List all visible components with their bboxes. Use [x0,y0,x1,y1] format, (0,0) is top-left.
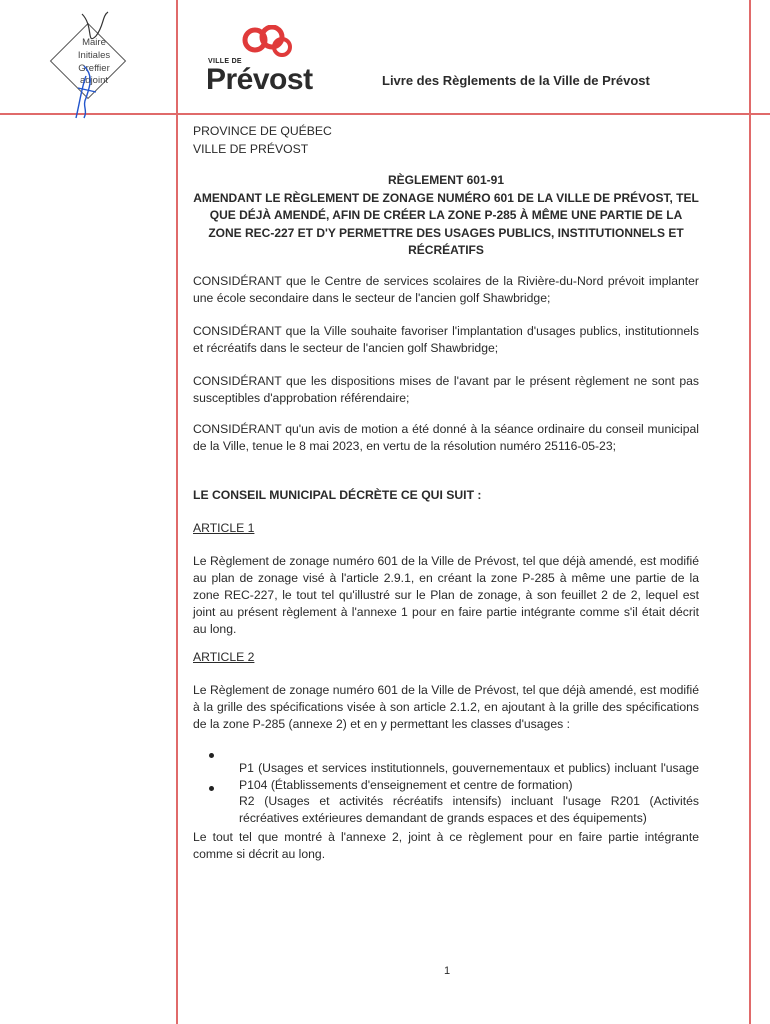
considerant-2 [193,323,699,357]
considerant-3 [193,373,699,407]
article-1-heading: ARTICLE 1 [193,521,255,535]
reglement-number: RÈGLEMENT 601-91 [387,173,505,187]
reglement-title-line: ZONE REC-227 ET D'Y PERMETTRE DES USAGES PUBLICS, INSTITUTIONNELS ET [208,225,684,240]
ville-de-prevost-logo [200,25,340,95]
considerant-text: CONSIDÉRANT que les dispositions mises de l'avant par le présent règlement ne sont pas susceptibles d'approbation référendaire; [193,374,699,405]
article-1-text: Le Règlement de zonage numéro 601 de la Ville de Prévost, tel que déjà amendé, est modifié au plan de zonage visé à l'article 2.9.1, en créant la zone P-285 à même une partie de la zone REC-227, le tout tel qu'illustré sur le Plan de zonage, à son feuillet 2 de 2, lequel est joint au présent règlement à l'annexe 1 pour en faire partie intégrante comme s'il était décrit au long. [193,554,699,636]
handwritten-initials [24,6,154,121]
considerant-text: CONSIDÉRANT qu'un avis de motion a été donné à la séance ordinaire du conseil municipal de la Ville, tenue le 8 mai 2023, en vertu de la résolution numéro 25116-05-23; [193,422,699,453]
considerant-1 [193,273,699,307]
reglement-title-block [193,172,699,260]
article-1-body [193,553,699,638]
stamp-label-adjoint: adjoint [80,75,108,86]
article-2-closing [193,829,699,863]
stamp-label-greffier: Greffier [78,63,110,74]
ville-line: VILLE DE PRÉVOST [193,142,309,156]
decree-heading: LE CONSEIL MUNICIPAL DÉCRÈTE CE QUI SUIT : [193,488,482,502]
left-margin-rule [176,0,178,1024]
province-line: PROVINCE DE QUÉBEC [193,124,332,138]
article-2-heading: ARTICLE 2 [193,650,255,664]
logo-main-text: Prévost [206,63,313,96]
article-2-closing-text: Le tout tel que montré à l'annexe 2, joint à ce règlement pour en faire partie intégrante comme si décrit au long. [193,830,699,861]
page-number: 1 [444,965,451,977]
considerant-text: CONSIDÉRANT que le Centre de services scolaires de la Rivière-du-Nord prévoit implanter une école secondaire dans le secteur de l'ancien golf Shawbridge; [193,274,699,305]
initials-stamp [24,6,154,116]
header-title: Livre des Règlements de la Ville de Prévost [382,73,650,88]
logo-small-text: VILLE DE [208,58,242,65]
bullet-text: P1 (Usages et services institutionnels, gouvernementaux et publics) incluant l'usage P104 (Établissements d'enseignement et centre de formation) [239,761,699,793]
bullet-dot-icon [209,786,214,791]
article-2-text: Le Règlement de zonage numéro 601 de la Ville de Prévost, tel que déjà amendé, est modifié à la grille des spécifications visée à son article 2.1.2, en ajoutant à la grille des spécifications de la zone P-285 (annexe 2) et en y permettant les classes d'usages : [193,683,699,731]
stamp-label-initiales: Initiales [77,50,111,61]
reglement-title-line: RÉCRÉATIFS [408,243,484,257]
reglement-title-line: AMENDANT LE RÈGLEMENT DE ZONAGE NUMÉRO 601 DE LA VILLE DE PRÉVOST, TEL [193,190,699,205]
stamp-label-maire: Maire [82,37,106,48]
considerant-text: CONSIDÉRANT que la Ville souhaite favoriser l'implantation d'usages publics, institutionnels et récréatifs dans le secteur de l'ancien golf Shawbridge; [193,324,699,355]
bullet-text: R2 (Usages et activités récréatifs intensifs) incluant l'usage R201 (Activités récréatives extérieures demandant de grands espaces et des équipements) [239,794,699,826]
considerant-4 [193,421,699,455]
bullet-dot-icon [209,753,214,758]
article-2-body [193,682,699,733]
right-margin-rule [749,0,751,1024]
reglement-title-line: QUE DÉJÀ AMENDÉ, AFIN DE CRÉER LA ZONE P-285 À MÊME UNE PARTIE DE LA [209,208,683,222]
